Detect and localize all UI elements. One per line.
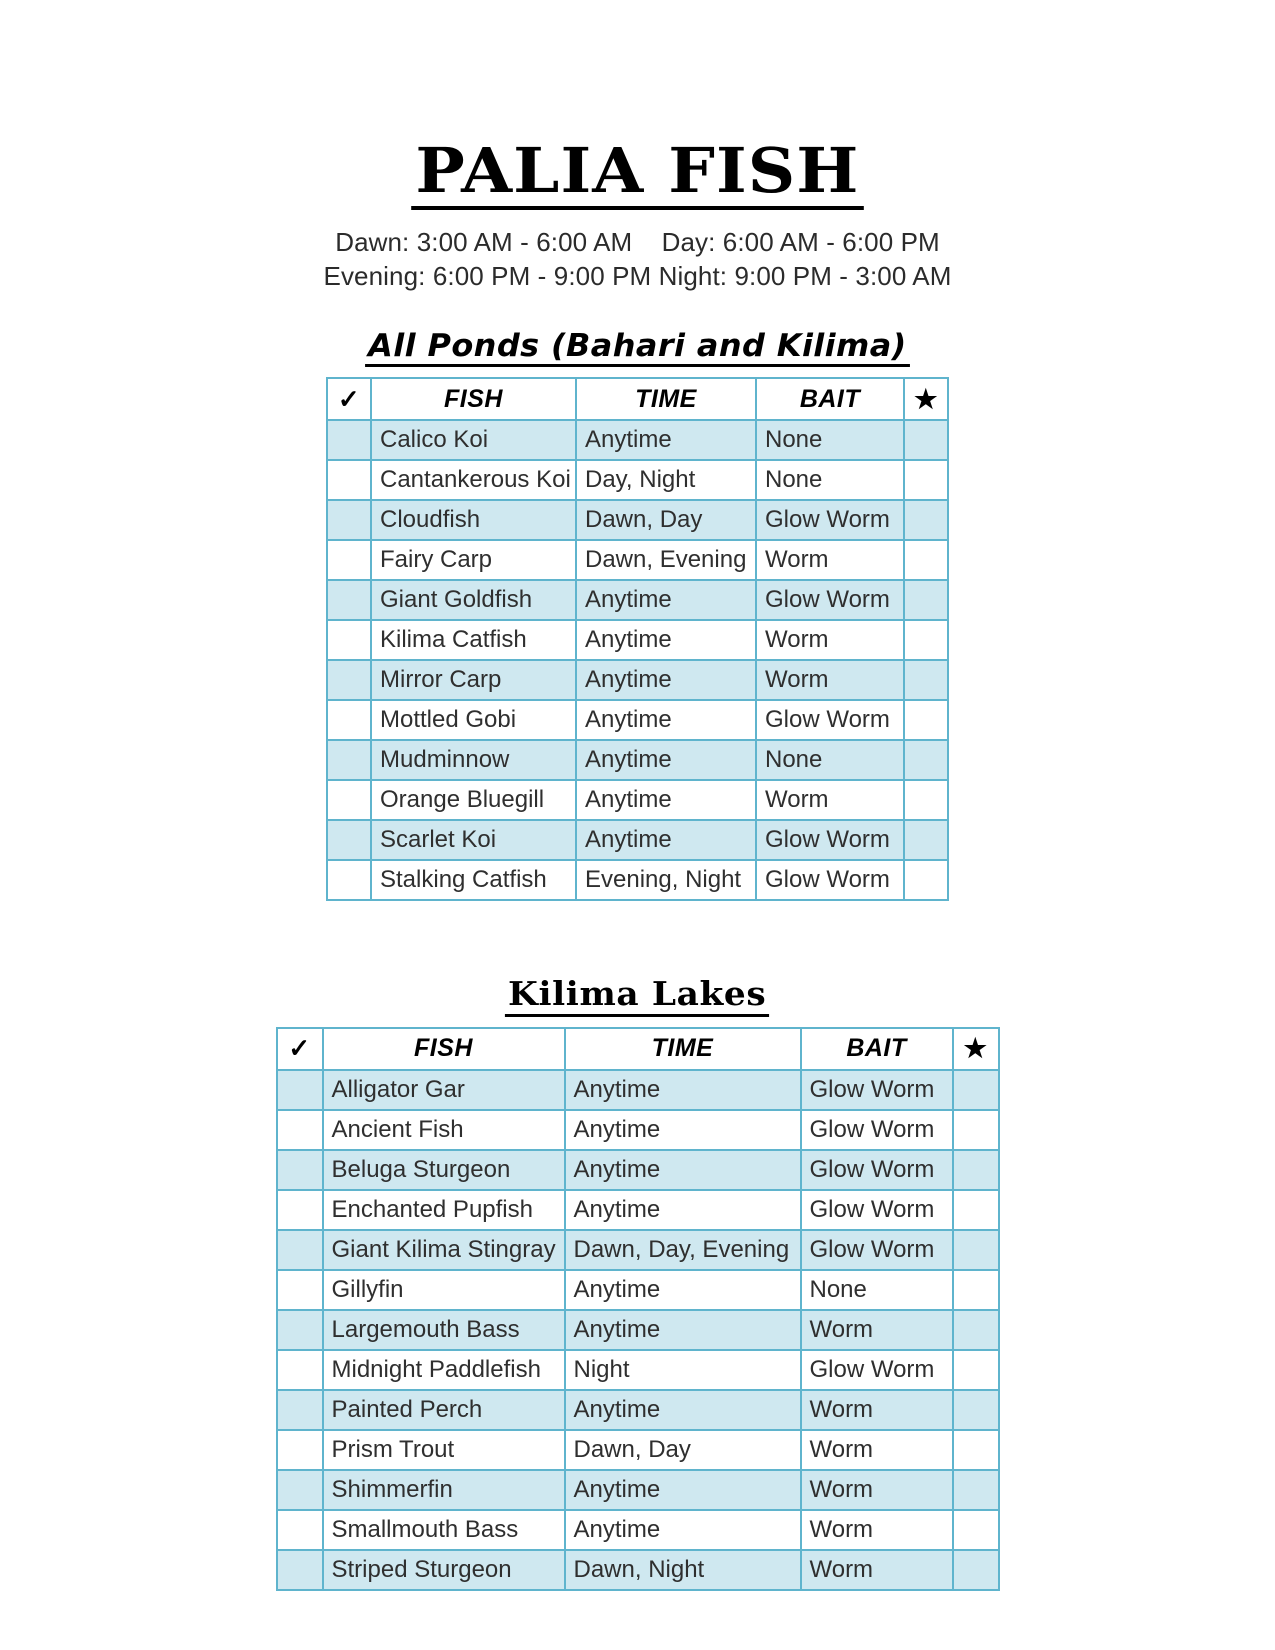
table-row (327, 580, 948, 620)
row-check-box[interactable] (277, 1270, 323, 1310)
kilima-lakes-table-body (277, 1070, 999, 1590)
cell-time: Anytime (576, 660, 756, 700)
row-star-box[interactable] (904, 660, 948, 700)
column-header-time: TIME (576, 378, 756, 420)
table-row (327, 740, 948, 780)
column-header-fish: FISH (371, 378, 576, 420)
cell-bait: Glow Worm (756, 860, 904, 900)
cell-bait: Worm (801, 1310, 953, 1350)
row-check-box[interactable] (277, 1470, 323, 1510)
cell-fish: Largemouth Bass (323, 1310, 565, 1350)
cell-time: Night (565, 1350, 801, 1390)
cell-time: Anytime (565, 1110, 801, 1150)
cell-time: Dawn, Day, Evening (565, 1230, 801, 1270)
cell-bait: Glow Worm (801, 1350, 953, 1390)
cell-fish: Scarlet Koi (371, 820, 576, 860)
kilima-lakes-table (276, 1027, 1000, 1591)
time-legend-line-2: Evening: 6:00 PM - 9:00 PM Night: 9:00 PM - 3:00 AM (323, 260, 952, 291)
all-ponds-table-wrap (0, 377, 1275, 901)
all-ponds-table (326, 377, 949, 901)
table-row (327, 540, 948, 580)
row-check-box[interactable] (327, 860, 371, 900)
cell-fish: Striped Sturgeon (323, 1550, 565, 1590)
row-check-box[interactable] (327, 620, 371, 660)
cell-fish: Shimmerfin (323, 1470, 565, 1510)
cell-bait: Worm (756, 620, 904, 660)
row-star-box[interactable] (953, 1190, 999, 1230)
cell-bait: None (756, 420, 904, 460)
cell-time: Anytime (576, 820, 756, 860)
cell-fish: Midnight Paddlefish (323, 1350, 565, 1390)
table-row (277, 1070, 999, 1110)
cell-bait: Worm (756, 540, 904, 580)
table-row (277, 1150, 999, 1190)
cell-bait: None (756, 740, 904, 780)
table-row (277, 1550, 999, 1590)
row-star-box[interactable] (953, 1350, 999, 1390)
cell-fish: Fairy Carp (371, 540, 576, 580)
cell-fish: Mirror Carp (371, 660, 576, 700)
row-check-box[interactable] (327, 420, 371, 460)
cell-fish: Cantankerous Koi (371, 460, 576, 500)
table-row (327, 660, 948, 700)
table-row (277, 1470, 999, 1510)
row-check-box[interactable] (277, 1550, 323, 1590)
cell-bait: Worm (801, 1430, 953, 1470)
cell-fish: Mudminnow (371, 740, 576, 780)
row-check-box[interactable] (327, 700, 371, 740)
row-check-box[interactable] (327, 580, 371, 620)
cell-bait: Worm (801, 1510, 953, 1550)
row-check-box[interactable] (277, 1230, 323, 1270)
cell-fish: Mottled Gobi (371, 700, 576, 740)
cell-bait: None (756, 460, 904, 500)
cell-fish: Kilima Catfish (371, 620, 576, 660)
cell-time: Anytime (565, 1510, 801, 1550)
cell-bait: Glow Worm (756, 820, 904, 860)
cell-fish: Stalking Catfish (371, 860, 576, 900)
row-star-box[interactable] (953, 1230, 999, 1270)
row-star-box[interactable] (904, 700, 948, 740)
row-star-box[interactable] (904, 820, 948, 860)
cell-time: Dawn, Day (565, 1430, 801, 1470)
cell-bait: Worm (756, 660, 904, 700)
cell-time: Anytime (576, 580, 756, 620)
column-header-fish: FISH (323, 1028, 565, 1070)
table-row (277, 1390, 999, 1430)
cell-time: Anytime (576, 700, 756, 740)
cell-fish: Ancient Fish (323, 1110, 565, 1150)
row-star-box[interactable] (953, 1310, 999, 1350)
column-header-bait: BAIT (801, 1028, 953, 1070)
cell-bait: None (801, 1270, 953, 1310)
cell-time: Day, Night (576, 460, 756, 500)
row-star-box[interactable] (953, 1470, 999, 1510)
row-check-box[interactable] (327, 660, 371, 700)
row-check-box[interactable] (277, 1350, 323, 1390)
row-star-box[interactable] (953, 1430, 999, 1470)
cell-time: Anytime (565, 1270, 801, 1310)
row-check-box[interactable] (277, 1430, 323, 1470)
row-star-box[interactable] (904, 740, 948, 780)
title-block (0, 0, 1275, 294)
cell-time: Anytime (565, 1310, 801, 1350)
cell-bait: Worm (756, 780, 904, 820)
row-check-box[interactable] (277, 1190, 323, 1230)
table-row (327, 860, 948, 900)
cell-fish: Painted Perch (323, 1390, 565, 1430)
section-heading-all-ponds (0, 327, 1275, 368)
table-header-row (277, 1028, 999, 1070)
table-row (327, 780, 948, 820)
page-title: PALIA FISH (411, 140, 863, 210)
cell-bait: Worm (801, 1550, 953, 1590)
row-star-box[interactable] (904, 500, 948, 540)
row-check-box[interactable] (327, 540, 371, 580)
cell-time: Anytime (565, 1150, 801, 1190)
row-check-box[interactable] (327, 460, 371, 500)
cell-fish: Calico Koi (371, 420, 576, 460)
section-heading-all-ponds-label: All Ponds (Bahari and Kilima) (365, 330, 910, 368)
row-star-box[interactable] (904, 620, 948, 660)
all-ponds-table-body (327, 420, 948, 900)
cell-bait: Glow Worm (756, 700, 904, 740)
cell-bait: Glow Worm (801, 1150, 953, 1190)
kilima-lakes-table-wrap (0, 1027, 1275, 1591)
cell-bait: Glow Worm (801, 1230, 953, 1270)
cell-fish: Cloudfish (371, 500, 576, 540)
row-star-box[interactable] (904, 540, 948, 580)
section-heading-kilima-lakes (0, 974, 1275, 1017)
cell-bait: Glow Worm (756, 500, 904, 540)
row-check-box[interactable] (277, 1070, 323, 1110)
row-star-box[interactable] (904, 860, 948, 900)
row-star-box[interactable] (953, 1110, 999, 1150)
table-row (327, 460, 948, 500)
table-header-row (327, 378, 948, 420)
time-legend-line-1: Dawn: 3:00 AM - 6:00 AM Day: 6:00 AM - 6:00 PM (335, 227, 940, 257)
row-check-box[interactable] (327, 740, 371, 780)
row-check-box[interactable] (277, 1510, 323, 1550)
cell-time: Anytime (565, 1470, 801, 1510)
table-row (277, 1510, 999, 1550)
cell-time: Dawn, Evening (576, 540, 756, 580)
row-star-box[interactable] (953, 1070, 999, 1110)
table-row (277, 1230, 999, 1270)
table-row (277, 1430, 999, 1470)
cell-bait: Glow Worm (756, 580, 904, 620)
row-star-box[interactable] (953, 1270, 999, 1310)
cell-fish: Beluga Sturgeon (323, 1150, 565, 1190)
cell-time: Evening, Night (576, 860, 756, 900)
cell-fish: Prism Trout (323, 1430, 565, 1470)
cell-fish: Enchanted Pupfish (323, 1190, 565, 1230)
cell-time: Anytime (565, 1070, 801, 1110)
cell-bait: Glow Worm (801, 1070, 953, 1110)
row-check-box[interactable] (277, 1150, 323, 1190)
table-row (277, 1190, 999, 1230)
table-row (277, 1310, 999, 1350)
cell-fish: Giant Goldfish (371, 580, 576, 620)
cell-fish: Gillyfin (323, 1270, 565, 1310)
table-row (327, 420, 948, 460)
column-header-check: ✓ (327, 378, 371, 420)
time-legend (0, 226, 1275, 294)
table-row (327, 500, 948, 540)
cell-bait: Glow Worm (801, 1190, 953, 1230)
row-star-box[interactable] (953, 1390, 999, 1430)
column-header-time: TIME (565, 1028, 801, 1070)
cell-time: Anytime (576, 420, 756, 460)
row-check-box[interactable] (277, 1110, 323, 1150)
row-star-box[interactable] (953, 1150, 999, 1190)
cell-bait: Worm (801, 1470, 953, 1510)
table-row (327, 620, 948, 660)
row-check-box[interactable] (327, 820, 371, 860)
cell-fish: Orange Bluegill (371, 780, 576, 820)
cell-fish: Giant Kilima Stingray (323, 1230, 565, 1270)
row-star-box[interactable] (904, 580, 948, 620)
row-star-box[interactable] (953, 1510, 999, 1550)
table-row (277, 1270, 999, 1310)
row-star-box[interactable] (904, 780, 948, 820)
column-header-bait: BAIT (756, 378, 904, 420)
cell-time: Dawn, Night (565, 1550, 801, 1590)
table-row (277, 1110, 999, 1150)
row-star-box[interactable] (904, 420, 948, 460)
cell-time: Dawn, Day (576, 500, 756, 540)
cell-time: Anytime (576, 780, 756, 820)
cell-fish: Alligator Gar (323, 1070, 565, 1110)
cell-time: Anytime (576, 620, 756, 660)
row-check-box[interactable] (327, 500, 371, 540)
cell-time: Anytime (565, 1390, 801, 1430)
row-star-box[interactable] (904, 460, 948, 500)
cell-fish: Smallmouth Bass (323, 1510, 565, 1550)
table-row (327, 700, 948, 740)
cell-bait: Glow Worm (801, 1110, 953, 1150)
cell-time: Anytime (565, 1190, 801, 1230)
row-check-box[interactable] (327, 780, 371, 820)
table-row (277, 1350, 999, 1390)
section-heading-kilima-lakes-label: Kilima Lakes (505, 977, 769, 1017)
row-check-box[interactable] (277, 1310, 323, 1350)
row-check-box[interactable] (277, 1390, 323, 1430)
column-header-star: ★ (904, 378, 948, 420)
column-header-check: ✓ (277, 1028, 323, 1070)
cell-time: Anytime (576, 740, 756, 780)
column-header-star: ★ (953, 1028, 999, 1070)
cell-bait: Worm (801, 1390, 953, 1430)
row-star-box[interactable] (953, 1550, 999, 1590)
table-row (327, 820, 948, 860)
